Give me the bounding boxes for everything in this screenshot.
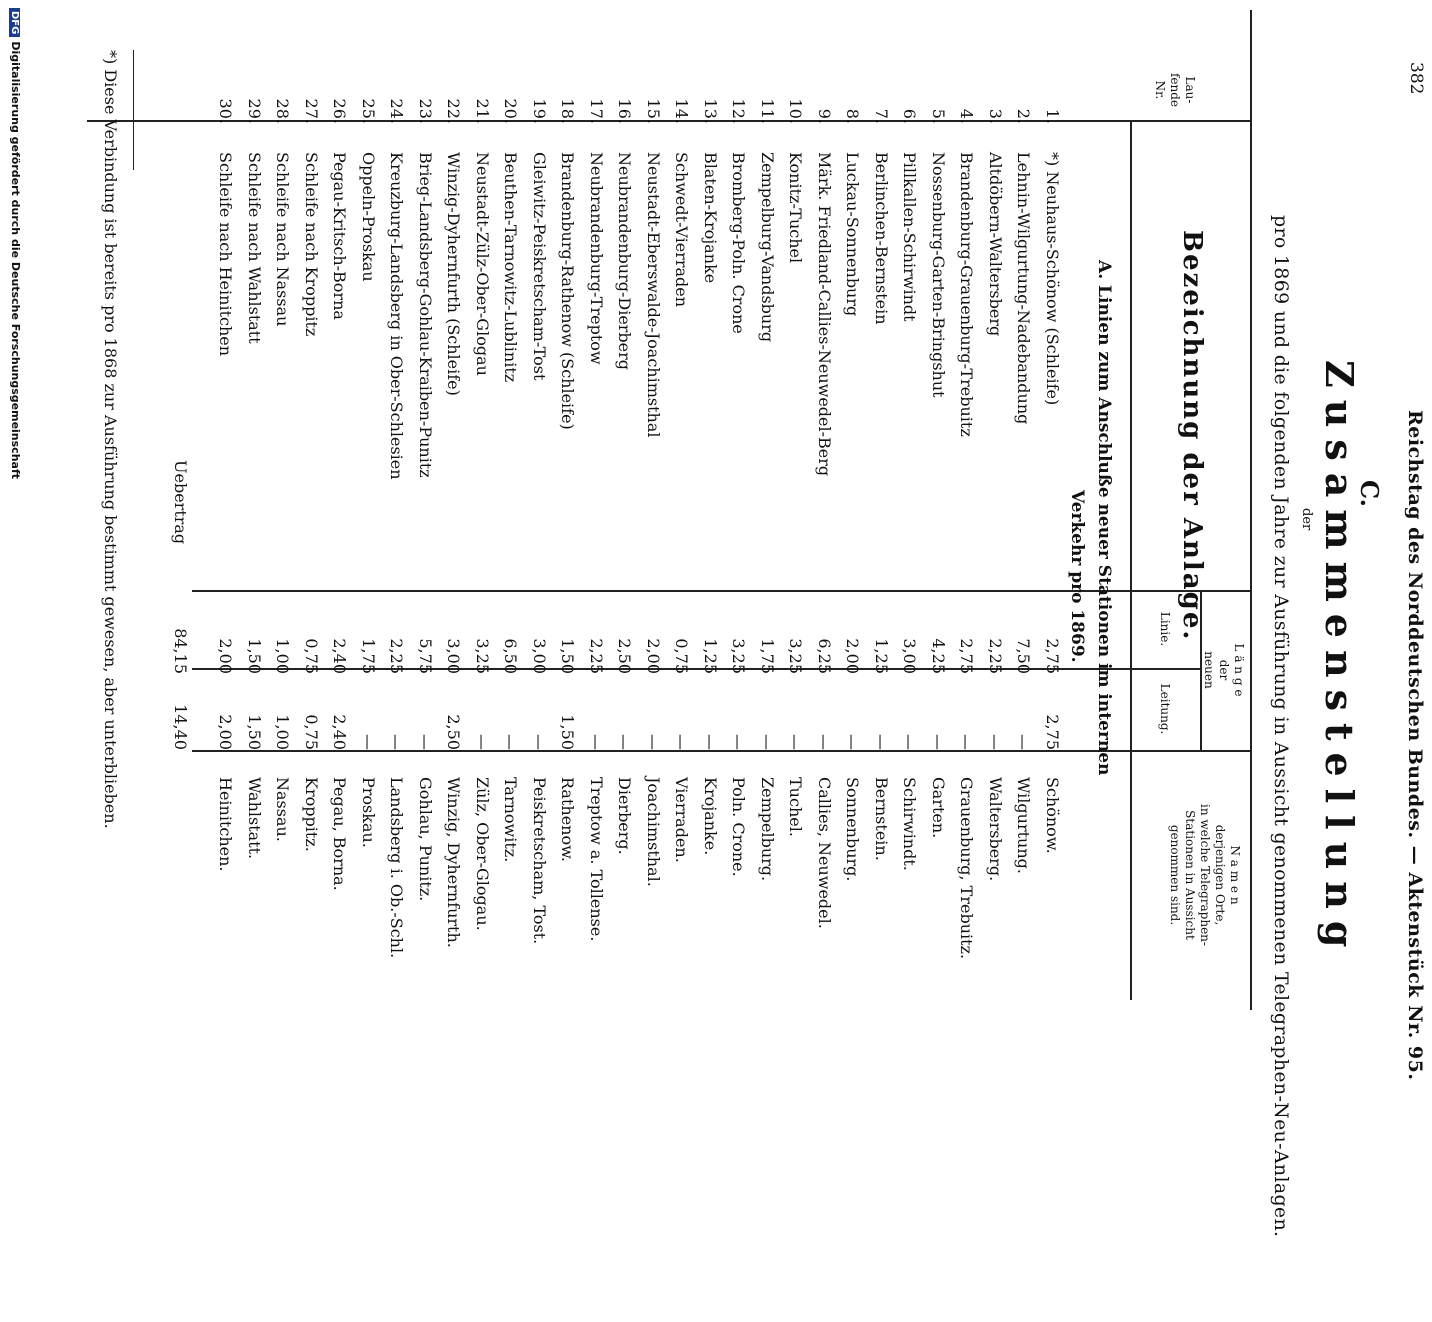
row-number: 12. [729, 98, 749, 124]
row-leitung: — [587, 734, 606, 750]
section-a-heading-2: Verkehr pro 1869. [1067, 490, 1087, 663]
table-row [498, 22, 520, 1322]
table-row [926, 22, 948, 1322]
row-leitung: — [644, 734, 663, 750]
row-leitung: — [843, 734, 863, 750]
header-bottom-rule [1130, 120, 1132, 1000]
row-orte: Waltersberg. [986, 777, 1005, 882]
table-row [612, 22, 634, 1322]
row-orte: Zülz, Ober-Glogau. [473, 777, 492, 931]
row-orte: Tuchel. [786, 777, 806, 837]
row-name: Luckau-Sonnenburg [843, 152, 863, 317]
running-title: Reichstag des Norddeutschen Bundes. — Aktenstück Nr. 95. [1404, 410, 1426, 1081]
row-name: Pillkallen-Schirwindt [900, 152, 920, 322]
row-leitung: — [501, 734, 521, 750]
uebertrag-label: Uebertrag [171, 460, 190, 545]
dfg-credit [9, 8, 22, 479]
row-linie: 3,00 [900, 638, 920, 674]
row-linie: 1,00 [273, 638, 293, 674]
row-name: Oppeln-Proskau [359, 152, 378, 282]
row-name: Zempelburg-Vandsburg [758, 152, 777, 343]
row-leitung: — [900, 734, 920, 750]
row-orte: Treptow a. Tollense. [587, 777, 606, 942]
row-orte: Zempelburg. [758, 777, 777, 882]
table-row [726, 22, 748, 1322]
table-row [1040, 22, 1062, 1322]
row-name: Brieg-Landsberg-Gohlau-Kraiben-Punitz [416, 152, 435, 478]
row-orte: Garten. [929, 777, 948, 839]
row-linie: 6,25 [815, 638, 834, 674]
row-name: Neustadt-Zülz-Ober-Glogau [473, 152, 492, 376]
row-orte: Gohlau, Punitz. [416, 777, 435, 902]
row-name: Konitz-Tuchel [786, 152, 806, 264]
row-leitung: — [929, 734, 948, 750]
row-number: 30. [216, 98, 236, 124]
row-linie: 3,25 [729, 638, 749, 674]
row-orte: Pegau, Borna. [330, 777, 350, 891]
row-name: Kreuzburg-Landsberg in Ober-Schlesien [387, 152, 407, 480]
row-leitung: — [786, 734, 806, 750]
row-orte: Bernstein. [872, 777, 891, 861]
row-name: Neubrandenburg-Dierberg [615, 152, 635, 371]
row-number: 10. [786, 98, 806, 124]
row-name: Berlinchen-Bernstein [872, 152, 891, 325]
row-leitung: — [387, 734, 407, 750]
table-row [299, 22, 321, 1322]
row-leitung: — [758, 734, 777, 750]
table-top-rule [1250, 10, 1252, 1010]
section-a-heading: A. Linien zum Anschluße neuer Stationen im internen [1094, 260, 1114, 776]
row-linie: 1,25 [872, 638, 891, 674]
row-number: 18. [558, 98, 578, 124]
row-name: Schleife nach Wahlstatt [245, 152, 264, 344]
row-orte: Tarnowitz. [501, 777, 521, 863]
row-name: Beuthen-Tarnowitz-Lublinitz [501, 152, 521, 383]
row-linie: 2,75 [957, 638, 977, 674]
row-number: 11. [758, 98, 777, 124]
table-row [584, 22, 606, 1322]
col-header-leitung: Leitung. [1158, 683, 1172, 735]
row-number: 19. [530, 98, 549, 124]
row-linie: 4,25 [929, 638, 948, 674]
row-linie: 1,50 [245, 638, 264, 674]
table-row [840, 22, 862, 1322]
row-leitung: — [1014, 734, 1034, 750]
row-number: 29. [245, 98, 264, 124]
row-linie: 2,00 [843, 638, 863, 674]
row-orte: Landsberg i. Ob.-Schl. [387, 777, 407, 959]
sum-leitung: 14,40 [171, 704, 190, 750]
row-number: 7. [872, 108, 891, 124]
sum-linie: 84,15 [171, 628, 190, 674]
document-title: Zusammenstellung [1317, 360, 1362, 960]
row-orte: Wilgurtung. [1014, 777, 1034, 874]
table-row [270, 22, 292, 1322]
row-linie: 2,50 [615, 638, 635, 674]
row-name: Lehnin-Wilgurtung-Nadebandung [1014, 152, 1034, 425]
table-row [555, 22, 577, 1322]
table-row [669, 22, 691, 1322]
row-linie: 2,40 [330, 638, 350, 674]
row-orte: Krojanke. [701, 777, 720, 856]
row-linie: 3,00 [530, 638, 549, 674]
row-orte: Schönow. [1043, 777, 1062, 854]
table-row [783, 22, 805, 1322]
row-leitung: — [701, 734, 720, 750]
row-number: 23. [416, 98, 435, 124]
row-leitung: 2,50 [444, 714, 464, 750]
row-orte: Peiskretscham, Tost. [530, 777, 549, 945]
row-linie: 2,00 [216, 638, 236, 674]
row-number: 20. [501, 98, 521, 124]
table-row [755, 22, 777, 1322]
table-row [441, 22, 463, 1322]
row-number: 9. [815, 108, 834, 124]
row-linie: 2,25 [587, 638, 606, 674]
col-header-bezeichnung: Bezeichnung der Anlage. [1177, 230, 1207, 642]
footnote-rule [133, 50, 134, 170]
row-name: Schleife nach Heinitchen [216, 152, 236, 357]
row-leitung: 1,50 [558, 714, 578, 750]
col-header-laenge: L ä n g e der neuen [1202, 643, 1246, 697]
row-name: Neustadt-Eberswalde-Joachimsthal [644, 152, 663, 438]
table-row [470, 22, 492, 1322]
row-linie: 0,75 [672, 638, 692, 674]
table-row [869, 22, 891, 1322]
row-number: 17. [587, 98, 606, 124]
row-leitung: — [815, 734, 834, 750]
col-rule-leitung [192, 750, 1252, 752]
table-row [954, 22, 976, 1322]
row-linie: 6,50 [501, 638, 521, 674]
row-linie: 3,00 [444, 638, 464, 674]
row-leitung: 0,75 [302, 714, 321, 750]
row-number: 28. [273, 98, 293, 124]
table-row [327, 22, 349, 1322]
row-linie: 7,50 [1014, 638, 1034, 674]
table-row [242, 22, 264, 1322]
row-name: Blaten-Krojanke [701, 152, 720, 284]
table-row [641, 22, 663, 1322]
section-label: C. [1355, 480, 1384, 508]
page-number: 382 [1406, 62, 1426, 95]
row-linie: 1,75 [758, 638, 777, 674]
row-orte: Heinitchen. [216, 777, 236, 872]
row-leitung: 2,00 [216, 714, 236, 750]
row-number: 25. [359, 98, 378, 124]
footnote: *) Diese Verbindung ist bereits pro 1868 zur Ausführung bestimmt gewesen, aber unterblieben. [101, 50, 120, 829]
title-der: der [1299, 508, 1314, 531]
row-number: 1. [1043, 108, 1062, 124]
row-orte: Wahlstatt. [245, 777, 264, 860]
row-number: 26. [330, 98, 350, 124]
row-leitung: — [359, 734, 378, 750]
row-linie: 2,25 [387, 638, 407, 674]
table-row [356, 22, 378, 1322]
row-name: Schleife nach Kroppitz [302, 152, 321, 337]
row-leitung: — [957, 734, 977, 750]
table-row [384, 22, 406, 1322]
row-linie: 1,25 [701, 638, 720, 674]
row-leitung: 1,00 [273, 714, 293, 750]
row-name: Neubrandenburg-Treptow [587, 152, 606, 365]
row-number: 15. [644, 98, 663, 124]
document-subtitle: pro 1869 und die folgenden Jahre zur Ausführung in Aussicht genommenen Telegraphen-Neu-Anlagen. [1270, 215, 1292, 1238]
table-row [983, 22, 1005, 1322]
row-number: 16. [615, 98, 635, 124]
row-number: 2. [1014, 108, 1034, 124]
table-row [527, 22, 549, 1322]
row-name: Brandenburg-Grauenburg-Trebuitz [957, 152, 977, 437]
row-linie: 2,00 [644, 638, 663, 674]
row-number: 8. [843, 108, 863, 124]
col-header-orte: N a m e n derjenigen Orte, in welche Telegraphen- Stationen in Aussicht genommen sind. [1168, 804, 1242, 946]
row-linie: 0,75 [302, 638, 321, 674]
row-orte: Vierraden. [672, 777, 692, 863]
row-orte: Kroppitz. [302, 777, 321, 852]
row-number: 27. [302, 98, 321, 124]
row-leitung: — [986, 734, 1005, 750]
row-orte: Rathenow. [558, 777, 578, 862]
row-number: 22. [444, 98, 464, 124]
row-leitung: — [416, 734, 435, 750]
row-leitung: 1,50 [245, 714, 264, 750]
table-row [812, 22, 834, 1322]
dfg-logo: DFG [9, 8, 20, 37]
col-header-linie: Linie. [1158, 611, 1172, 647]
row-orte: Proskau. [359, 777, 378, 848]
row-orte: Grauenburg, Trebuitz. [957, 777, 977, 960]
row-leitung: — [872, 734, 891, 750]
dfg-credit-text: Digitalisierung gefördert durch die Deutsche Forschungsgemeinschaft [9, 41, 22, 480]
col-rule-bez [192, 590, 1252, 592]
row-orte: Poln. Crone. [729, 777, 749, 877]
row-name: Altdöbern-Waltersberg [986, 152, 1005, 337]
row-name: Gleiwitz-Peiskretscham-Tost [530, 152, 549, 381]
col-header-nr: Lau- fende Nr. [1153, 72, 1197, 108]
row-number: 6. [900, 108, 920, 124]
row-name: Brandenburg-Rathenow (Schleife) [558, 152, 578, 430]
row-leitung: — [530, 734, 549, 750]
row-name: Bromberg-Poln. Crone [729, 152, 749, 334]
row-linie: 3,25 [786, 638, 806, 674]
row-name: Pegau-Kritsch-Borna [330, 152, 350, 320]
row-linie: 2,75 [1043, 638, 1062, 674]
row-orte: Sonnenburg. [843, 777, 863, 882]
row-orte: Nassau. [273, 777, 293, 842]
row-orte: Callies, Neuwedel. [815, 777, 834, 929]
row-linie: 1,50 [558, 638, 578, 674]
row-number: 13. [701, 98, 720, 124]
row-name: Nossenburg-Garten-Bringshut [929, 152, 948, 398]
row-linie: 5,75 [416, 638, 435, 674]
row-leitung: — [615, 734, 635, 750]
row-name: Schleife nach Nassau [273, 152, 293, 327]
row-number: 21. [473, 98, 492, 124]
row-number: 4. [957, 108, 977, 124]
row-name: Märk. Friedland-Callies-Neuwedel-Berg [815, 152, 834, 477]
table-row [698, 22, 720, 1322]
row-orte: Dierberg. [615, 777, 635, 855]
table-row [213, 22, 235, 1322]
row-leitung: — [729, 734, 749, 750]
table-row [1011, 22, 1033, 1322]
row-linie: 1,75 [359, 638, 378, 674]
row-number: 24. [387, 98, 407, 124]
row-leitung: — [672, 734, 692, 750]
row-linie: 3,25 [473, 638, 492, 674]
row-leitung: 2,75 [1043, 714, 1062, 750]
row-name: Schwedt-Vierraden [672, 152, 692, 308]
row-leitung: 2,40 [330, 714, 350, 750]
row-orte: Winzig, Dyhernfurth. [444, 777, 464, 948]
row-orte: Schirwindt. [900, 777, 920, 871]
row-number: 14. [672, 98, 692, 124]
table-row [897, 22, 919, 1322]
row-name: Winzig-Dyhernfurth (Schleife) [444, 152, 464, 396]
row-name: *) Neuhaus-Schönow (Schleife) [1043, 152, 1062, 406]
row-number: 5. [929, 108, 948, 124]
row-linie: 2,25 [986, 638, 1005, 674]
row-number: 3. [986, 108, 1005, 124]
row-orte: Joachimsthal. [644, 777, 663, 887]
table-row [413, 22, 435, 1322]
row-leitung: — [473, 734, 492, 750]
